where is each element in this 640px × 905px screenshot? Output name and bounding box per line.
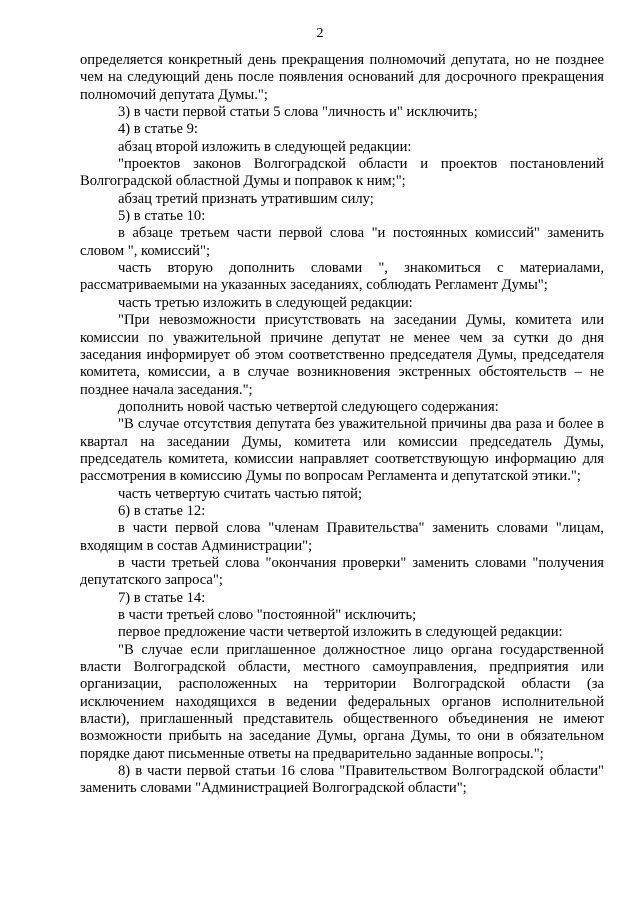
paragraph: часть третью изложить в следующей редакции: bbox=[118, 294, 413, 311]
paragraph: 4) в статье 9: bbox=[118, 121, 198, 138]
paragraph: "В случае отсутствия депутата без уважительной причины два раза и более в квартал на заседании Думы, комитета или комиссии председатель Думы, председатель комитета, комиссии направляет соответствующую информацию для рассмотрения в комиссию Думы по вопросам Регламента и депутатской этики."; bbox=[80, 416, 604, 485]
paragraph: часть четвертую считать частью пятой; bbox=[118, 485, 363, 502]
paragraph: в части третьей слова "окончания проверки" заменить словами "получения депутатского запроса"; bbox=[80, 554, 604, 589]
paragraph: в части третьей слово "постоянной" исключить; bbox=[118, 607, 417, 623]
paragraph: в абзаце третьем части первой слова "и постоянных комиссий" заменить словом ", комиссий"; bbox=[80, 225, 604, 259]
paragraph: "В случае если приглашенное должностное лицо органа государственной власти Волгоградской области, местного самоуправления, предприятия или организации, расположенных на территории Волгоградской области (за исключением находящихся в ведении федеральных органов исполнительной власти), приглашенный представитель общественного объединения не имеют возможности прибыть на заседание Думы, органа Думы, то они в обязательном порядке дают письменные ответы на предварительно заданные вопросы."; bbox=[80, 641, 604, 762]
paragraph: 3) в части первой статьи 5 слова "личность и" исключить; bbox=[118, 104, 478, 121]
document-body bbox=[80, 52, 604, 798]
paragraph: 8) в части первой статьи 16 слова "Правительством Волгоградской области" заменить словами "Администрацией Волгоградской области"; bbox=[80, 763, 604, 797]
paragraph: часть вторую дополнить словами ", знакомиться с материалами, рассматриваемыми на указанных заседаниях, соблюдать Регламент Думы"; bbox=[80, 260, 604, 294]
paragraph: в части первой слова "членам Правительства" заменить словами "лицам, входящим в состав Администрации"; bbox=[80, 520, 604, 554]
paragraph: 7) в статье 14: bbox=[118, 589, 206, 606]
paragraph: "проектов законов Волгоградской области и проектов постановлений Волгоградской областной Думы и поправок к ним;"; bbox=[80, 156, 604, 190]
paragraph: определяется конкретный день прекращения полномочий депутата, но не позднее чем на следующий день после появления оснований для досрочного прекращения полномочий депутата Думы."; bbox=[80, 52, 604, 103]
page-number: 2 bbox=[316, 26, 324, 41]
paragraph: первое предложение части четвертой изложить в следующей редакции: bbox=[118, 624, 563, 641]
paragraph: 5) в статье 10: bbox=[118, 208, 206, 225]
paragraph: абзац второй изложить в следующей редакции: bbox=[118, 138, 412, 155]
paragraph: абзац третий признать утратившим силу; bbox=[118, 190, 374, 207]
paragraph: 6) в статье 12: bbox=[118, 502, 206, 519]
paragraph: "При невозможности присутствовать на заседании Думы, комитета или комиссии по уважительной причине депутат не менее чем за сутки до дня заседания информирует об этом соответственно председателя Думы, председателя комитета, комиссии, а в случае возникновения экстренных обстоятельств – не позднее начала заседания."; bbox=[80, 312, 604, 398]
paragraph: дополнить новой частью четвертой следующего содержания: bbox=[118, 398, 499, 415]
